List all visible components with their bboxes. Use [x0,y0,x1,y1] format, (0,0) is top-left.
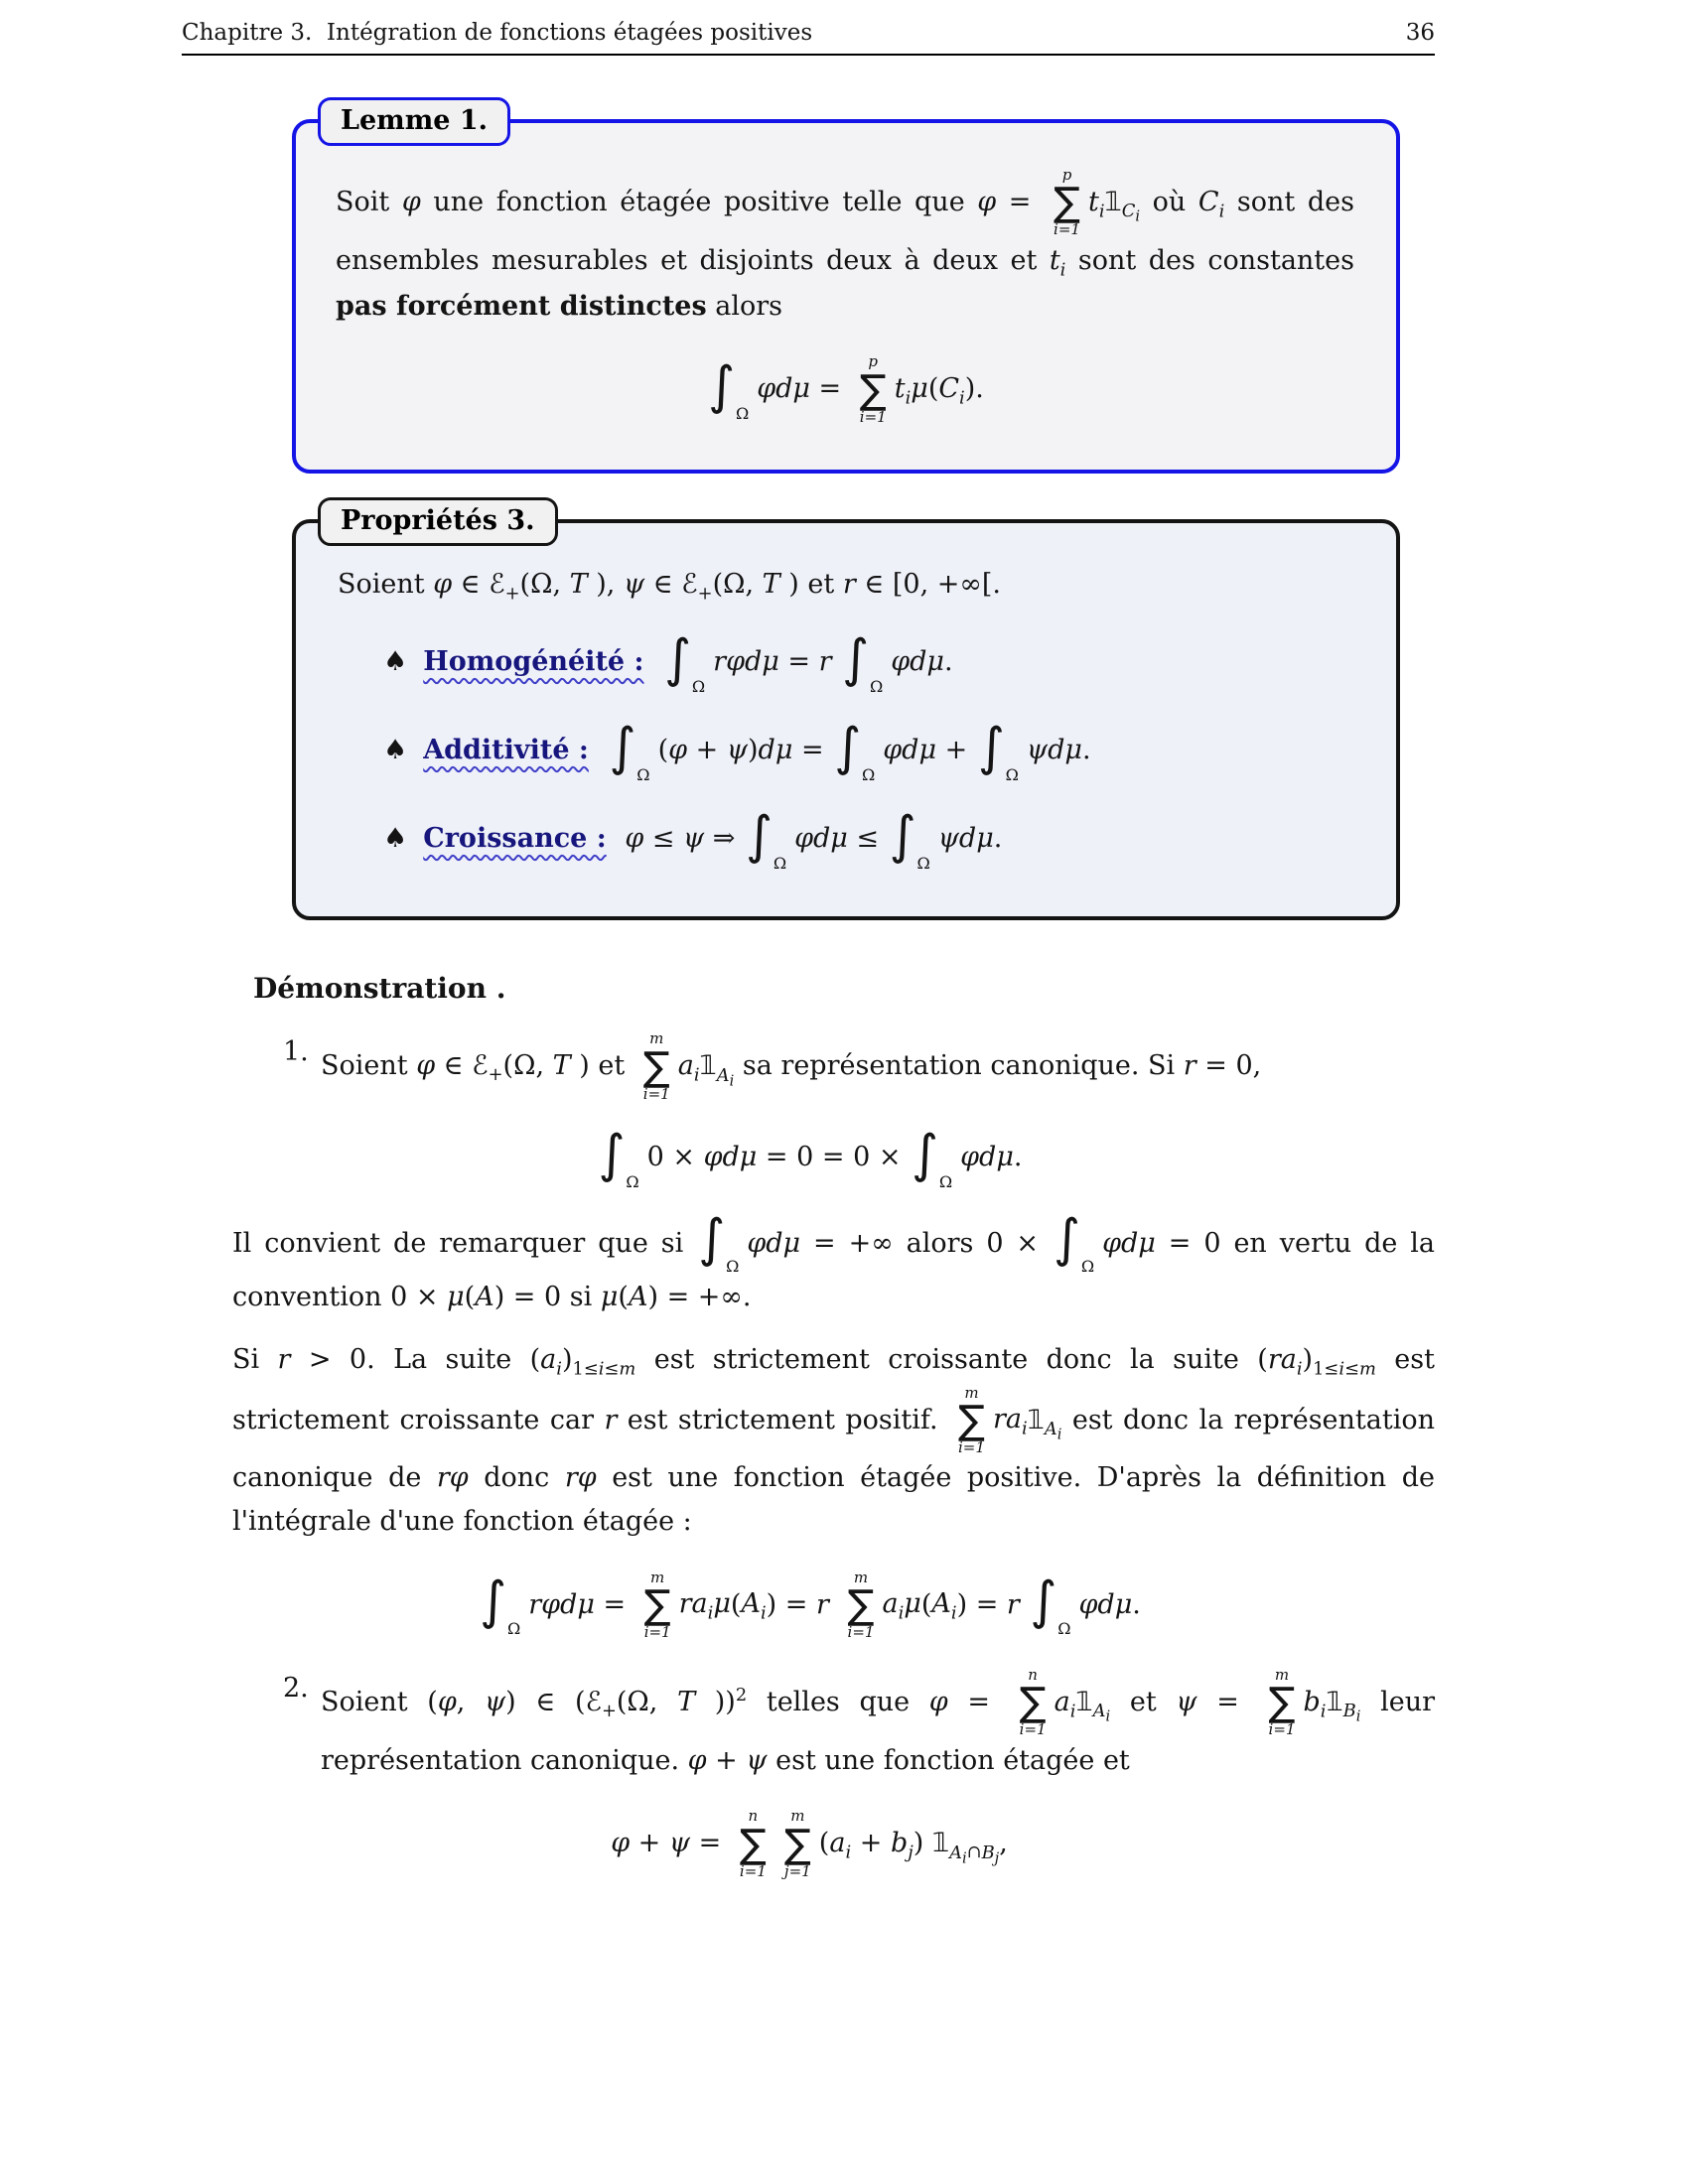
proof-paragraph-1: Il convient de remarquer que si ∫ Ω φdμ = +∞ alors 0 × ∫ Ω φdμ = 0 en vertu de la convention 0 × μ(A) = 0 si μ(A) = +∞. [232,1208,1435,1312]
proof-equation-2: ∫ Ω rφdμ = m ∑ i=1 $ra_i\mu(A_i) = r$ m ∑ i=1 $a_i\mu(A_i) = r$ ∫ Ω φdμ. [480,1568,1141,1641]
proprietes-badge [318,497,558,546]
spade-icon: ♠ [383,646,408,678]
item-number: 1. [283,1036,309,1068]
spade-icon: ♠ [383,823,408,855]
property-item-croissance [383,806,1354,874]
header-rule [182,54,1435,56]
proof-item-1 [283,1030,1435,1103]
property-item-additivite [383,718,1354,785]
proof-equation-3: φ + ψ = n ∑ i=1 m ∑ j=1 $(a_i + b_j)$ $𝟙_{A_i\cap B_j}$, [611,1807,1008,1880]
proof-item-2 [283,1667,1435,1782]
property-formula: ∫ Ω rφdμ = r ∫ Ω φdμ. [664,629,953,697]
page-number: 36 [1405,20,1435,46]
chapter-title: Chapitre 3. Intégration de fonctions étagées positives [182,20,813,46]
lemme-equation: ∫ Ω φdμ = p ∑ i=1 $t_i\mu(C_i)$. [708,352,984,426]
lemme-title: Lemme 1. [341,105,489,136]
proprietes-intro: Soient φ ∈ ℰ$_+$(Ω, T ), ψ ∈ ℰ$_+$(Ω, T ) et r ∈ [0, +∞[. [338,568,1001,605]
lemme-body: Soit φ une fonction étagée positive telle que φ = p ∑ i=1 $t_i𝟙_{C_i}$ où $C_i$ sont des ensembles mesurables et disjoints deux à deux et $t_i$ sont des constantes pas forcément distinctes alors [336,166,1354,322]
lemme-badge [318,97,510,146]
spade-icon: ♠ [383,735,408,766]
lemme-box [292,105,1400,474]
property-label: Additivité : [423,735,589,766]
demonstration-heading: Démonstration . [253,972,506,1006]
property-formula: φ ≤ ψ ⇒ ∫ Ω φdμ ≤ ∫ Ω ψdμ. [625,806,1003,874]
item-number: 2. [283,1673,309,1705]
property-label: Homogénéité : [423,646,644,678]
proprietes-box [292,504,1400,920]
property-label: Croissance : [423,823,607,855]
proprietes-title: Propriétés 3. [341,504,535,536]
page-header [182,20,1435,46]
main-column [184,87,1435,1906]
proof-item-2-line: Soient (φ, ψ) ∈ (ℰ$_+$(Ω, T ))$^2$ telles que φ = n ∑ i=1 $a_i𝟙_{A_i}$ et ψ = m ∑ i=1 $b_i𝟙_{B_i}$ leur représentation canonique. φ + ψ est une fonction étagée et [321,1666,1436,1776]
property-item-homogeneite [383,629,1354,697]
proof-equation-1: ∫ Ω 0 × φdμ = 0 = 0 × ∫ Ω φdμ. [598,1124,1023,1191]
proof-paragraph-2: Si r > 0. La suite $(a_i)_{1\le i\le m}$ est strictement croissante donc la suite $(ra_i)_{1\le i\le m}$ est strictement croissante car r est strictement positif. m ∑ i=1 $ra_i𝟙_{A_i}$ est donc la représentation canonique de rφ donc rφ est une fonction étagée positive. D'après la définition de l'intégrale d'une fonction étagée : [232,1344,1436,1537]
property-formula: ∫ Ω (φ + ψ)dμ = ∫ Ω φdμ + ∫ Ω ψdμ. [609,718,1091,785]
proof-item-1-line: Soient φ ∈ ℰ$_+$(Ω, T ) et m ∑ i=1 $a_i𝟙_{A_i}$ sa représentation canonique. Si r = 0, [321,1029,1262,1103]
